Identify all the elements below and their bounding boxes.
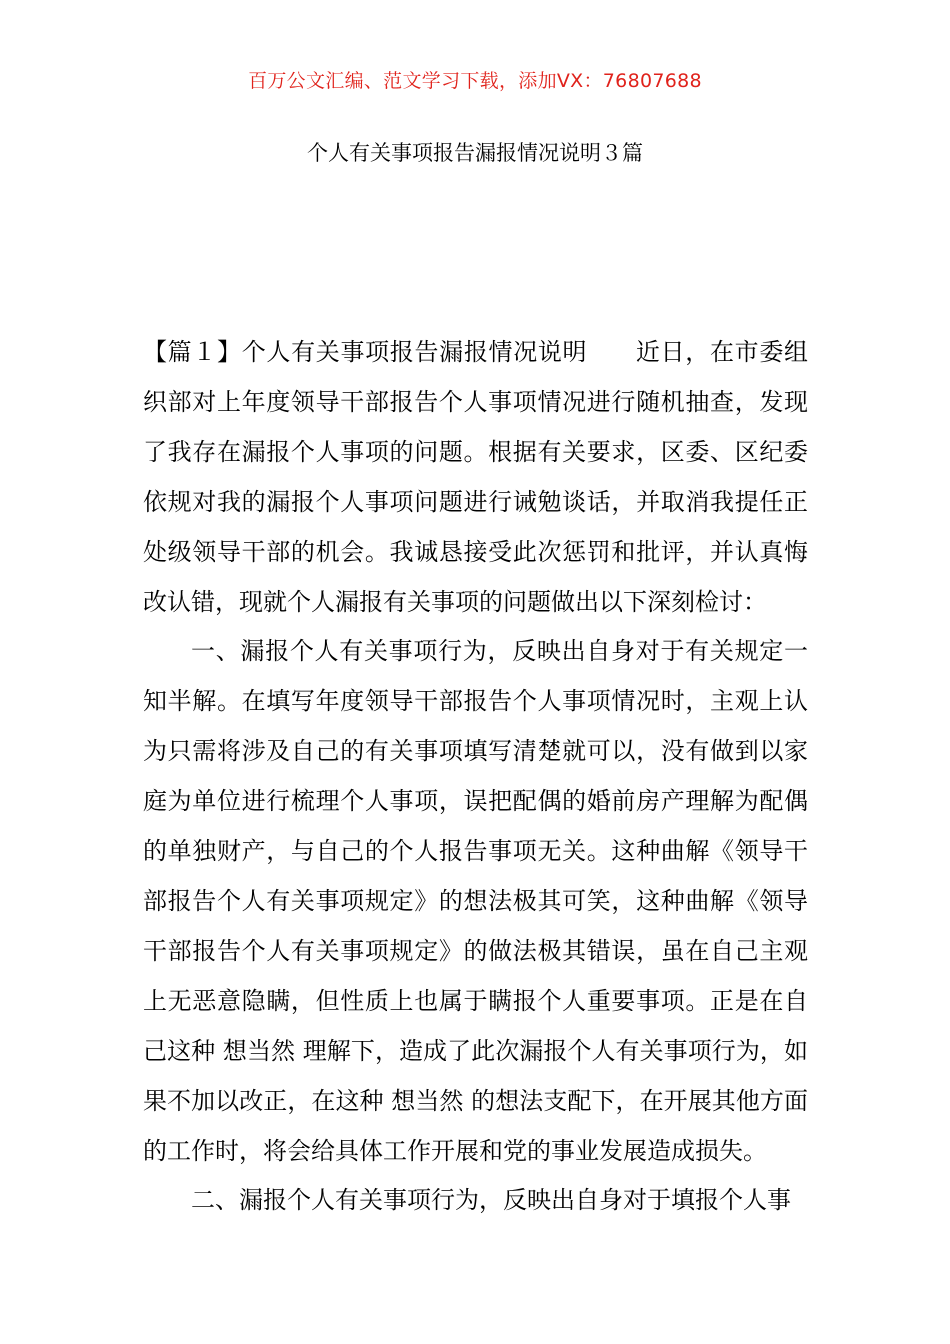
paragraph-point-two: 二、漏报个人有关事项行为，反映出自身对于填报个人事: [191, 1186, 791, 1215]
section-heading: 【篇１】个人有关事项报告漏报情况说明: [143, 338, 588, 366]
paragraph-intro-text: 近日，在市委组织部对上年度领导干部报告个人事项情况进行随机抽查，发现了我存在漏报个人事项的问题。根据有关要求，区委、区纪委依规对我的漏报个人事项问题进行诫勉谈话，并取消我提任正处级领导干部的机会。我诚恳接受此次惩罚和批评，并认真悔改认错，现就个人漏报有关事项的问题做出以下深刻检讨：: [143, 338, 809, 616]
document-body: [143, 328, 808, 1226]
paragraph-intro: [143, 328, 808, 627]
paragraph-point-one: 一、漏报个人有关事项行为，反映出自身对于有关规定一知半解。在填写年度领导干部报告个人事项情况时，主观上认为只需将涉及自己的有关事项填写清楚就可以，没有做到以家庭为单位进行梳理个人事项，误把配偶的婚前房产理解为配偶的单独财产，与自己的个人报告事项无关。这种曲解《领导干部报告个人有关事项规定》的想法极其可笑，这种曲解《领导干部报告个人有关事项规定》的做法极其错误，虽在自己主观上无恶意隐瞒，但性质上也属于瞒报个人重要事项。正是在自己这种 想当然 理解下，造成了此次漏报个人有关事项行为，如果不加以改正，在这种 想当然 的想法支配下，在开展其他方面的工作时，将会给具体工作开展和党的事业发展造成损失。: [143, 637, 808, 1165]
document-title: 个人有关事项报告漏报情况说明３篇: [307, 141, 643, 165]
watermark-header: 百万公文汇编、范文学习下载，添加VX：76807688: [248, 70, 702, 92]
